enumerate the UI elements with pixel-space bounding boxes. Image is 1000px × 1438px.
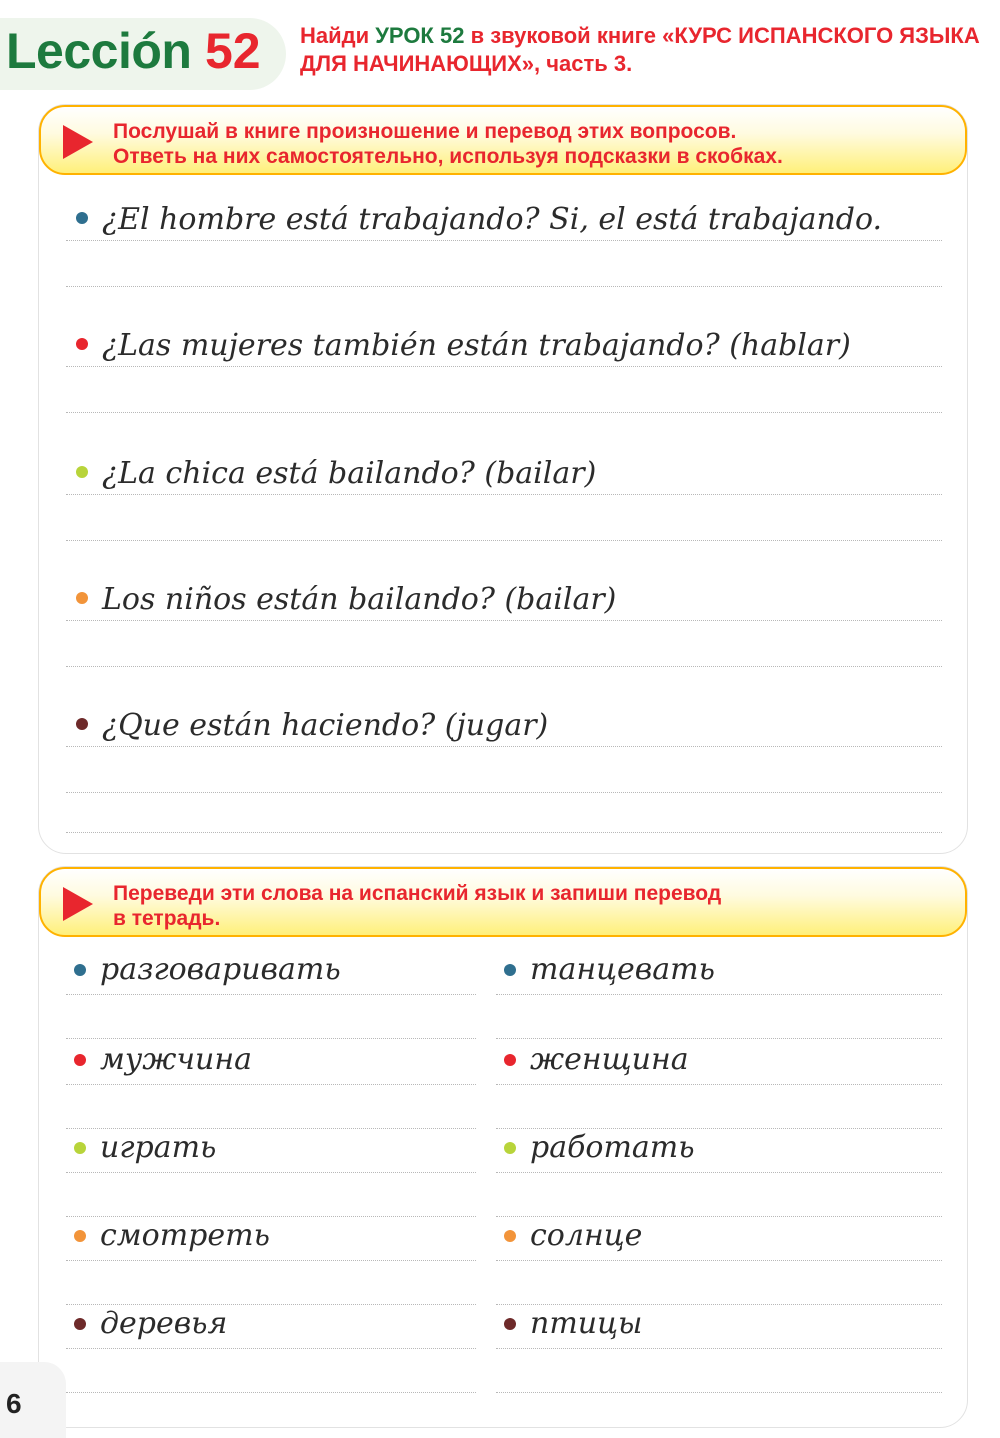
answer-line[interactable] [66,1216,476,1217]
answer-line[interactable] [66,240,942,241]
question-text: ¿La chica está bailando? (bailar) [102,456,597,491]
word-text: танцевать [530,952,715,987]
exercise-1-banner [39,105,967,175]
answer-line[interactable] [66,1128,476,1129]
lesson-title: Lección [6,23,192,79]
word-text: мужчина [100,1042,253,1077]
bullet-dot [504,1318,516,1330]
bullet-dot [76,338,88,350]
answer-line[interactable] [496,1172,942,1173]
word-text: женщина [530,1042,689,1077]
answer-line[interactable] [66,792,942,793]
answer-line[interactable] [496,1348,942,1349]
header-note [300,22,990,78]
answer-line[interactable] [66,494,942,495]
answer-line[interactable] [66,666,942,667]
word-text: птицы [530,1306,643,1341]
answer-line[interactable] [66,540,942,541]
exercise-2-banner [39,867,967,937]
word-text: разговаривать [100,952,341,987]
question-text: Los niños están bailando? (bailar) [102,582,617,617]
word-text: играть [100,1130,217,1165]
answer-line[interactable] [66,412,942,413]
answer-line[interactable] [66,994,476,995]
exercise-2-instruction-line2: в тетрадь. [113,907,221,930]
bullet-dot [74,964,86,976]
question-text: ¿El hombre está trabajando? Si, el está trabajando. [102,202,883,237]
exercise-2-instruction [113,881,945,931]
answer-line[interactable] [496,994,942,995]
exercise-2-instruction-line1: Переведи эти слова на испанский язык и запиши перевод [113,882,722,905]
bullet-dot [74,1318,86,1330]
answer-line[interactable] [66,1304,476,1305]
word-text: смотреть [100,1218,270,1253]
play-arrow-icon [63,125,93,159]
bullet-dot [504,1054,516,1066]
answer-line[interactable] [66,286,942,287]
header-note-part3: в звуковой книге «КУРС ИСПАНСКОГО ЯЗЫКА ДЛЯ НАЧИНАЮЩИХ», часть 3. [300,23,980,76]
answer-line[interactable] [66,1392,476,1393]
word-text: работать [530,1130,695,1165]
bullet-dot [504,1230,516,1242]
answer-line[interactable] [66,620,942,621]
answer-line[interactable] [496,1216,942,1217]
bullet-dot [74,1142,86,1154]
word-text: солнце [530,1218,643,1253]
question-text: ¿Que están haciendo? (jugar) [102,708,549,743]
bullet-dot [76,212,88,224]
answer-line[interactable] [66,1172,476,1173]
answer-line[interactable] [66,1260,476,1261]
bullet-dot [76,718,88,730]
answer-line[interactable] [496,1260,942,1261]
answer-line[interactable] [496,1392,942,1393]
answer-line[interactable] [66,366,942,367]
play-arrow-icon [63,887,93,921]
answer-line[interactable] [66,1348,476,1349]
bullet-dot [74,1054,86,1066]
bullet-dot [504,964,516,976]
header-note-lesson: УРОК 52 [375,23,465,48]
answer-line[interactable] [496,1304,942,1305]
answer-line[interactable] [66,832,942,833]
question-text: ¿Las mujeres también están trabajando? (hablar) [102,328,851,363]
page-number: 6 [6,1388,22,1419]
exercise-1-instruction-line1: Послушай в книге произношение и перевод этих вопросов. [113,120,737,143]
answer-line[interactable] [496,1084,942,1085]
bullet-dot [504,1142,516,1154]
lesson-number: 52 [205,23,261,79]
header-note-part1: Найди [300,23,376,48]
word-text: деревья [100,1306,228,1341]
bullet-dot [76,466,88,478]
bullet-dot [74,1230,86,1242]
answer-line[interactable] [496,1038,942,1039]
exercise-1-instruction-line2: Ответь на них самостоятельно, используя подсказки в скобках. [113,145,783,168]
answer-line[interactable] [66,1038,476,1039]
answer-line[interactable] [496,1128,942,1129]
answer-line[interactable] [66,746,942,747]
bullet-dot [76,592,88,604]
answer-line[interactable] [66,1084,476,1085]
exercise-1-instruction [113,119,945,169]
